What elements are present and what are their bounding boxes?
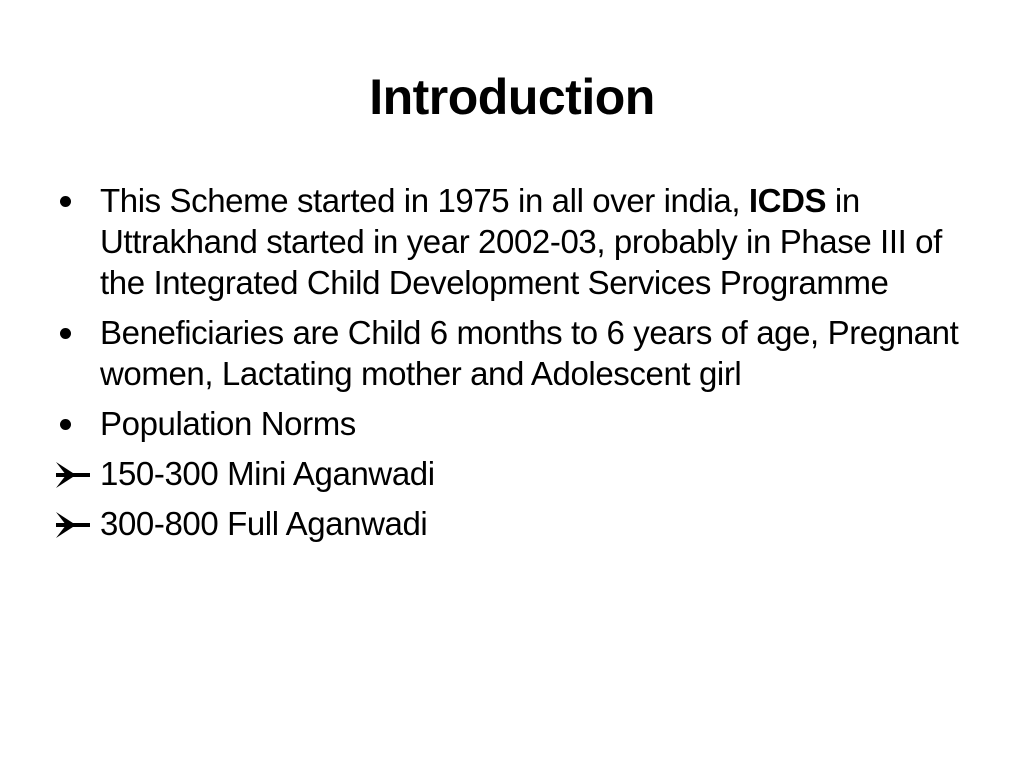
arrow-bullet-icon: [54, 462, 94, 488]
slide-title: Introduction: [369, 69, 655, 125]
bullet-text: 150-300 Mini Aganwadi: [100, 455, 435, 492]
slide-content: [0, 180, 1024, 553]
bullet-item-mini-aganwadi: [0, 453, 1024, 494]
bullet-item-scheme: [0, 180, 1024, 303]
bullet-item-population-norms: [0, 403, 1024, 444]
arrow-bullet-icon: [54, 512, 94, 538]
bullet-item-beneficiaries: [0, 312, 1024, 394]
bullet-text: Beneficiaries are Child 6 months to 6 years of age, Pregnant women, Lactating mother and Adolescent girl: [100, 314, 959, 392]
bullet-text-bold: ICDS: [748, 182, 827, 219]
bullet-text: 300-800 Full Aganwadi: [100, 505, 428, 542]
bullet-text-part: in Uttrakhand started in year 2002-03, probably in Phase III of the Integrated Child Development Services Programme: [100, 182, 942, 301]
bullet-text: Population Norms: [100, 405, 356, 442]
bullet-text-part: This Scheme started in 1975 in all over india,: [100, 182, 749, 219]
bullet-item-full-aganwadi: [0, 503, 1024, 544]
